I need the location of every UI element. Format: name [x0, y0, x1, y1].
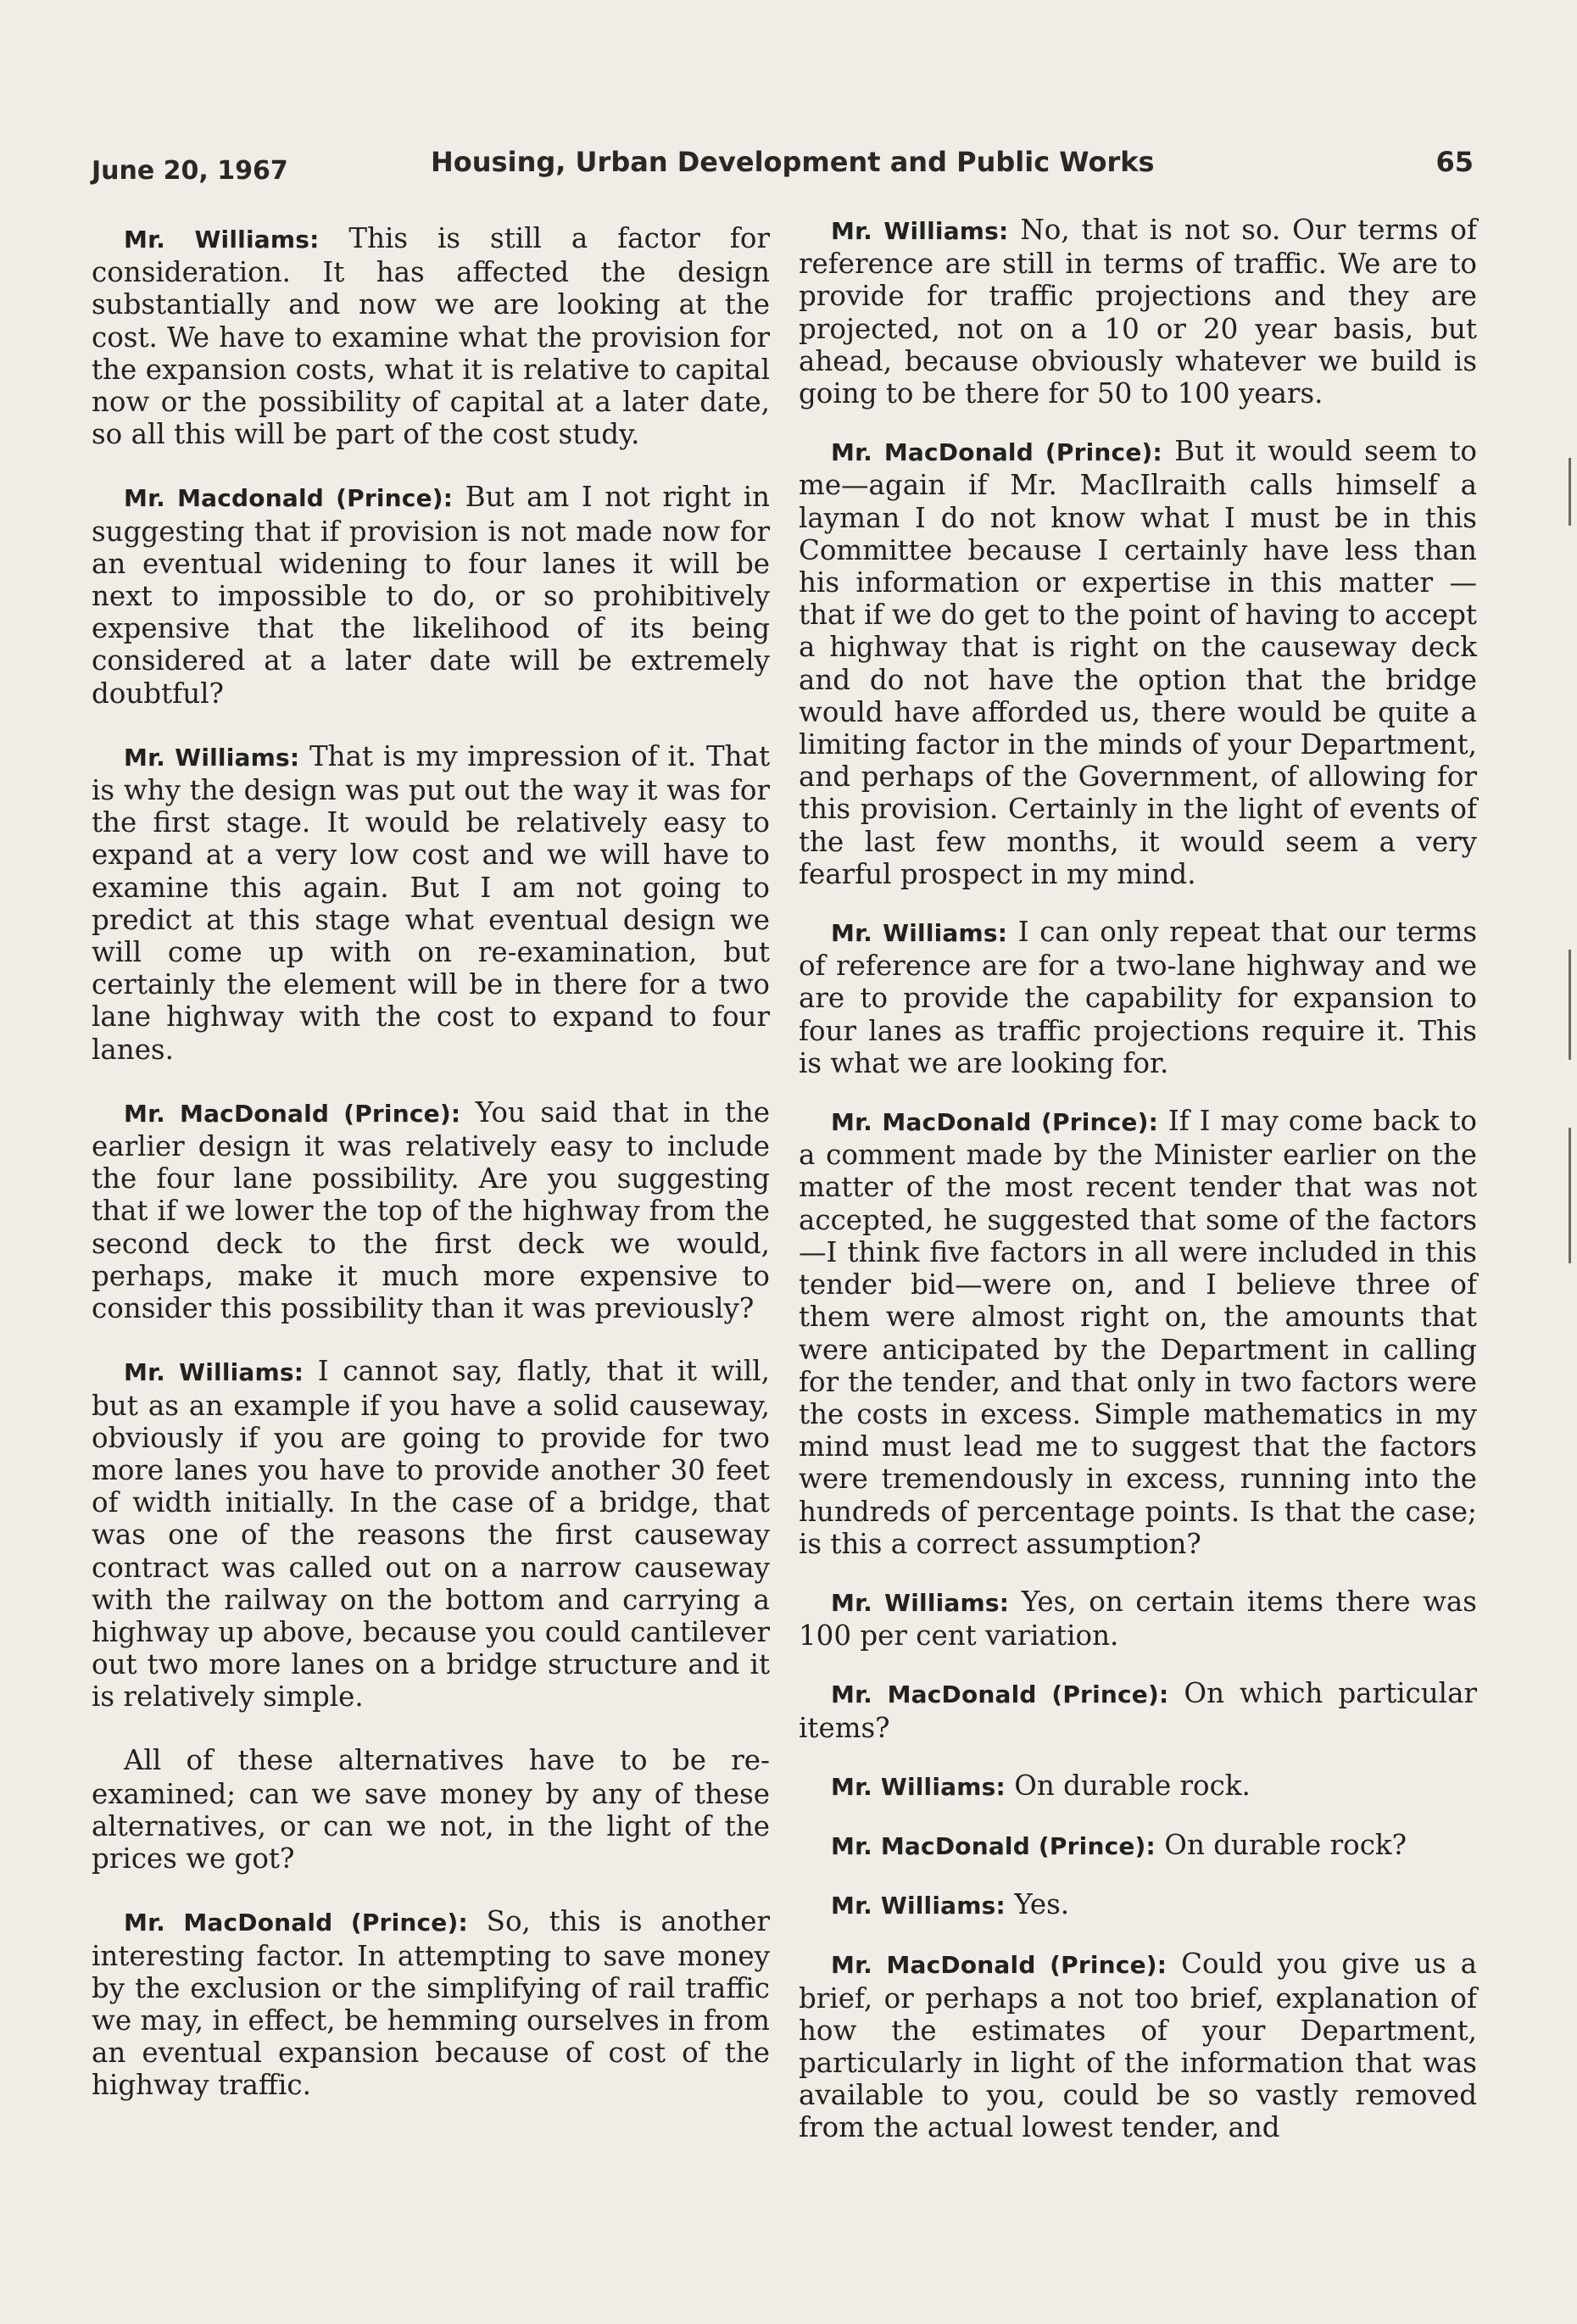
paragraph	[799, 1829, 1477, 1863]
paragraph-text: Could you give us a brief, or perhaps a not too brief, explanation of how the estimates of your Department, particularly in light of the information that was available to you, could be so vastly removed from the actual lowest tender, and	[799, 1948, 1477, 2144]
left-column	[92, 222, 770, 2102]
paragraph-text: But it would seem to me—again if Mr. MacIlraith calls himself a layman I do not know what I must be in this Committee because I certainly have less than his information or expertise in this matter —that if we do get to the point of having to accept a highway that is right on the causeway deck and do not have the option that the bridge would have afforded us, there would be quite a limiting factor in the minds of your Department, and perhaps of the Government, of allowing for this provision. Certainly in the light of events of the last few months, it would seem a very fearful prospect in my mind.	[799, 435, 1477, 890]
speaker-name: Mr. Macdonald (Prince):	[124, 484, 454, 513]
paragraph-text: If I may come back to a comment made by the Minister earlier on the matter of the most recent tender that was not accepted, he suggested that some of the factors—I think five factors in all were included in this tender bid—were on, and I believe three of them were almost right on, the amounts that were anticipated by the Department in calling for the tender, and that only in two factors were the costs in excess. Simple mathematics in my mind must lead me to suggest that the factors were tremendously in excess, running into the hundreds of percentage points. Is that the case; is this a correct assumption?	[799, 1105, 1477, 1560]
page-number: 65	[1435, 146, 1474, 178]
paragraph-text: On durable rock?	[1155, 1828, 1407, 1861]
paragraph-text: No, that is not so. Our terms of reference are still in terms of traffic. We are to provide for traffic projections and they are projected, not on a 10 or 20 year basis, but ahead, because obviously whatever we build is going to be there for 50 to 100 years.	[799, 214, 1477, 410]
speaker-name: Mr. Williams:	[831, 1772, 1006, 1801]
speaker-name: Mr. Williams:	[124, 743, 300, 772]
paragraph	[799, 1888, 1477, 1922]
speaker-name: Mr. MacDonald (Prince):	[831, 1680, 1169, 1709]
paragraph	[92, 1355, 770, 1713]
paragraph	[799, 1769, 1477, 1803]
paragraph-text: That is my impression of it. That is why the design was put out the way it was for the first stage. It would be relatively easy to expand at a very low cost and we will have to examine this again. But I am not going to predict at this stage what eventual design we will come up with on re-examination, but certainly the element will be in there for a two lane highway with the cost to expand to four lanes.	[92, 739, 771, 1066]
paragraph-text: Yes, on certain items there was 100 per cent variation.	[799, 1585, 1477, 1652]
paragraph-text: But am I not right in suggesting that if provision is not made now for an eventual widening to four lanes it will be next to impossible to do, or so prohibitively expensive that the likelihood of its being considered at a later date will be extremely doubtful?	[92, 481, 770, 710]
right-column	[799, 214, 1477, 2144]
page-header	[92, 142, 1474, 193]
speaker-name: Mr. MacDonald (Prince):	[124, 1099, 461, 1128]
margin-line	[1569, 1128, 1571, 1263]
speaker-name: Mr. MacDonald (Prince):	[831, 438, 1162, 467]
paragraph	[92, 222, 770, 450]
paragraph-text: You said that in the earlier design it was relatively easy to include the four lane possibility. Are you suggesting that if we lower the top of the highway from the second deck to the first deck we would, perhaps, make it much more expensive to consider this possibility than it was previously?	[92, 1095, 770, 1325]
paragraph	[799, 214, 1477, 410]
speaker-name: Mr. Williams:	[831, 919, 1008, 948]
paragraph	[92, 1096, 770, 1324]
paragraph	[799, 1105, 1477, 1560]
speaker-name: Mr. Williams:	[124, 226, 320, 254]
page-date: June 20, 1967	[92, 156, 288, 186]
paragraph	[92, 1744, 770, 1875]
page-running-title: Housing, Urban Development and Public Works	[431, 146, 1155, 178]
paragraph	[799, 1948, 1477, 2143]
speaker-name: Mr. MacDonald (Prince):	[831, 1108, 1159, 1137]
speaker-name: Mr. Williams:	[124, 1358, 304, 1387]
paragraph-text: All of these alternatives have to be re-examined; can we save money by any of these alternatives, or can we not, in the light of the prices we got?	[92, 1743, 770, 1875]
paragraph-text: On which particular items?	[799, 1677, 1477, 1744]
paragraph	[92, 481, 770, 709]
speaker-name: Mr. MacDonald (Prince):	[831, 1831, 1156, 1860]
paragraph	[799, 1677, 1477, 1743]
paragraph	[799, 1586, 1477, 1652]
paragraph	[799, 916, 1477, 1079]
speaker-name: Mr. MacDonald (Prince):	[124, 1909, 468, 1937]
paragraph-text: On durable rock.	[1005, 1769, 1251, 1802]
paragraph-text: This is still a factor for consideration. It has affected the design substantially and now we are looking at the cost. We have to examine what the provision for the expansion costs, what it is relative to capital now or the possibility of capital at a later date, so all this will be part of the cost study.	[92, 222, 770, 451]
paragraph-text: I cannot say, flatly, that it will, but as an example if you have a solid causeway, obviously if you are going to provide for two more lanes you have to provide another 30 feet of width initially. In the case of a bridge, that was one of the reasons the first causeway contract was called out on a narrow causeway with the railway on the bottom and carrying a highway up above, because you could cantilever out two more lanes on a bridge structure and it is relatively simple.	[92, 1355, 770, 1714]
speaker-name: Mr. Williams:	[831, 217, 1009, 245]
margin-line	[1569, 458, 1571, 526]
margin-line	[1569, 950, 1571, 1060]
speaker-name: Mr. MacDonald (Prince):	[831, 1951, 1167, 1980]
paragraph-text: I can only repeat that our terms of reference are for a two-lane highway and we are to provide the capability for expansion to four lanes as traffic projections require it. This is what we are looking for.	[799, 916, 1478, 1079]
paragraph-text: Yes.	[1005, 1888, 1070, 1921]
paragraph	[799, 435, 1477, 890]
paragraph	[92, 740, 770, 1066]
speaker-name: Mr. Williams:	[831, 1588, 1010, 1617]
paragraph-text: So, this is another interesting factor. In attempting to save money by the exclusion or the simplifying of rail traffic we may, in effect, be hemming ourselves in from an eventual expansion because of cost of the highway traffic.	[92, 1905, 770, 2102]
paragraph	[92, 1905, 770, 2101]
speaker-name: Mr. Williams:	[831, 1892, 1006, 1920]
